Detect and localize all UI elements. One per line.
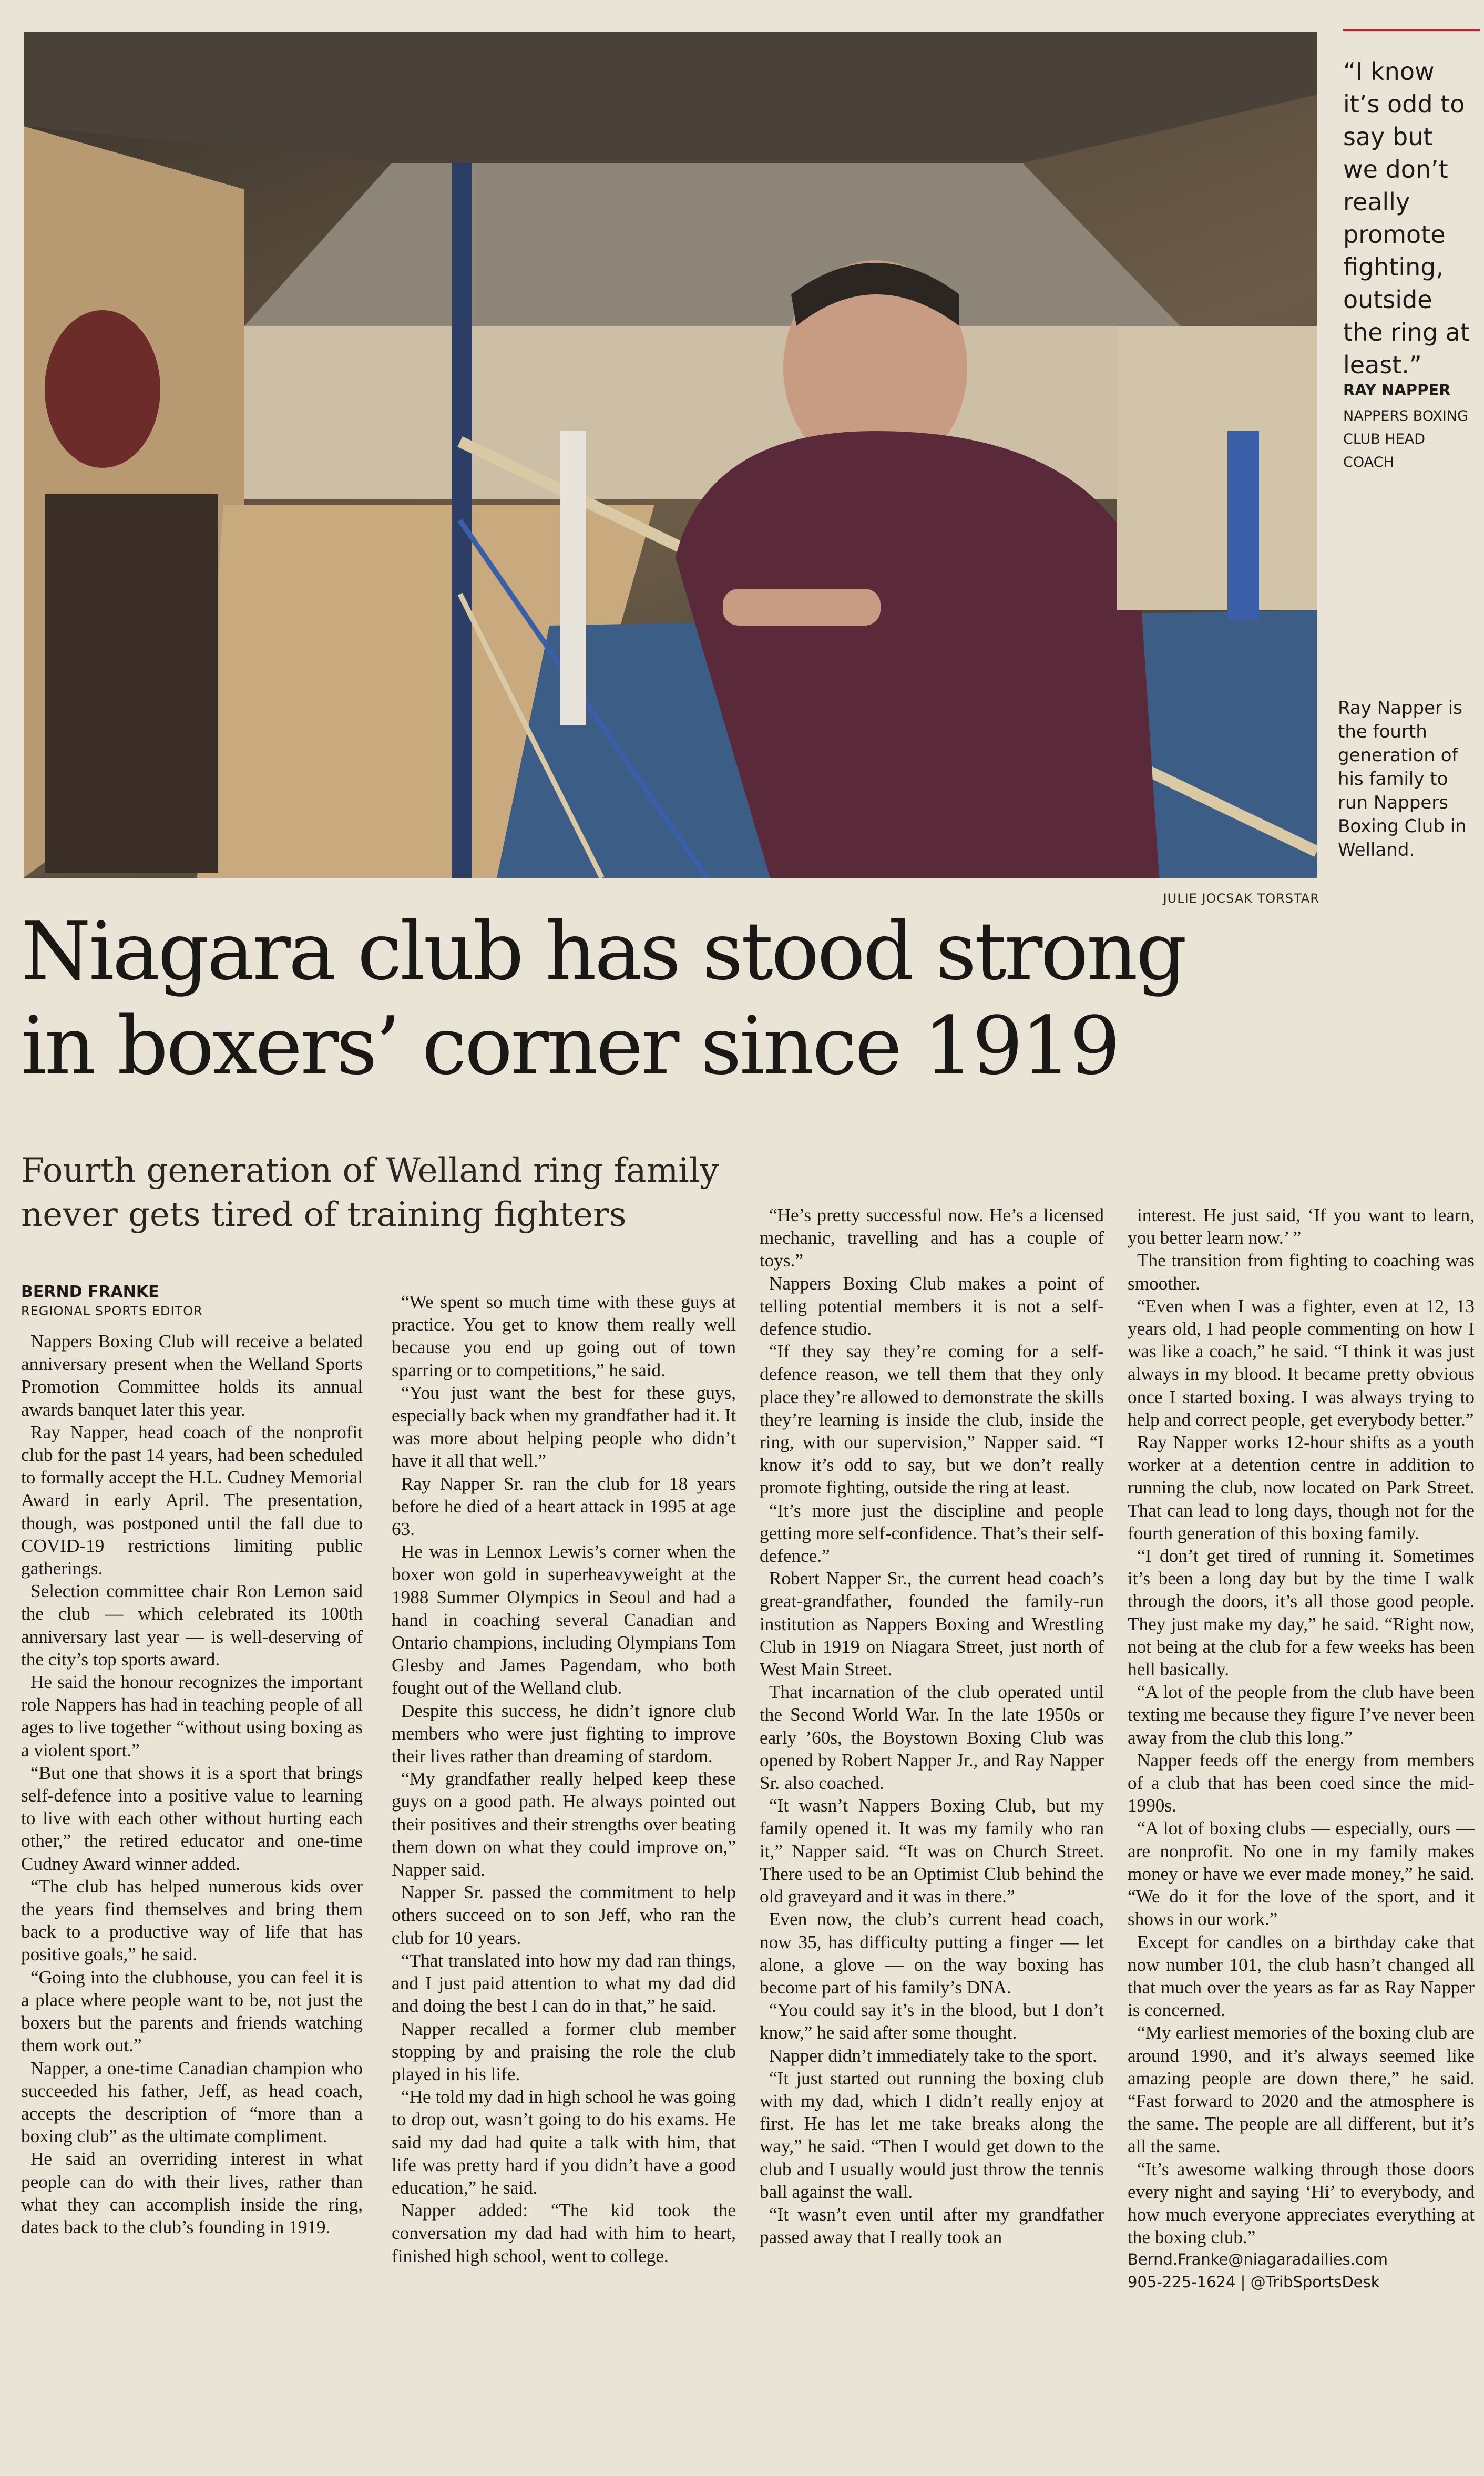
paragraph: Napper, a one-time Canadian champion who succeeded his father, Jeff, as head coach, accepts the description of “more than a boxing club” as the ultimate compliment.	[21, 2058, 363, 2147]
article-column-2	[392, 1291, 736, 2267]
paragraph: He said the honour recognizes the important role Nappers has had in teaching people of all ages to live together “without using boxing as a violent sport.”	[21, 1672, 363, 1761]
paragraph: “It wasn’t Nappers Boxing Club, but my family opened it. It was my family who ran it,” Napper said. “It was on Church Street. There used to be an Optimist Club behind the old graveyard and it was in there.”	[760, 1795, 1104, 1907]
paragraph: “You just want the best for these guys, especially back when my grandfather had it. It was more about helping people who didn’t have it all that well.”	[392, 1382, 736, 1471]
subheadline: Fourth generation of Welland ring family never gets tired of training fighters	[21, 1151, 719, 1234]
paragraph: Nappers Boxing Club makes a point of telling potential members it is not a self-defence studio.	[760, 1273, 1104, 1339]
photo-caption: Ray Napper is the fourth generation of his family to run Nappers Boxing Club in Welland.	[1338, 698, 1467, 861]
article-column-1	[21, 1330, 363, 2238]
paragraph: Napper recalled a former club member stopping by and praising the role the club played in his life.	[392, 2018, 736, 2084]
paragraph: Robert Napper Sr., the current head coach’s great-grandfather, founded the family-run institution as Nappers Boxing and Wrestling Club in 1919 on Niagara Street, just north of West Main Street.	[760, 1568, 1104, 1680]
sidebar-accent-rule	[1343, 29, 1480, 31]
paragraph: “Going into the clubhouse, you can feel it is a place where people want to be, not just the boxers but the parents and friends watching them work out.”	[21, 1967, 363, 2056]
paragraph: “Even when I was a fighter, even at 12, 13 years old, I had people commenting on how I was like a coach,” he said. “I think it was just always in my blood. It became pretty obvious once I started boxing. I was always trying to help and correct people, get everybody better.”	[1128, 1295, 1475, 1430]
paragraph: Despite this success, he didn’t ignore club members who were just fighting to improve their lives rather than dreaming of stardom.	[392, 1700, 736, 1767]
paragraph: Except for candles on a birthday cake that now number 101, the club hasn’t changed all that much over the years as far as Ray Napper is concerned.	[1128, 1931, 1475, 2021]
paragraph: Nappers Boxing Club will receive a belated anniversary present when the Welland Sports Promotion Committee holds its annual awards banquet later this year.	[21, 1331, 363, 1420]
paragraph: “He’s pretty successful now. He’s a licensed mechanic, travelling and has a couple of toys.”	[760, 1205, 1104, 1271]
paragraph: Napper didn’t immediately take to the sport.	[769, 2045, 1097, 2066]
gym-photo-illustration	[24, 32, 1317, 878]
paragraph: Selection committee chair Ron Lemon said the club — which celebrated its 100th anniversary last year — is well-deserving of the city’s top sports award.	[21, 1581, 363, 1670]
paragraph: “If they say they’re coming for a self-defence reason, we tell them that they only place they’re allowed to demonstrate the skills they’re learning is inside the club, inside the ring, with our supervision,” Napper said. “I know it’s odd to say, but we don’t really promote fighting, outside the ring at least.	[760, 1341, 1104, 1498]
paragraph: “I don’t get tired of running it. Sometimes it’s been a long day but by the time I walk through the doors, it’s all those good people. They just make my day,” he said. “Right now, not being at the club for a few weeks has been hell basically.	[1128, 1546, 1475, 1680]
headline: Niagara club has stood strong in boxers’ corner since 1919	[21, 905, 1185, 1092]
article-column-3	[760, 1204, 1104, 2248]
byline-role: REGIONAL SPORTS EDITOR	[21, 1304, 203, 1318]
paragraph: Ray Napper, head coach of the nonprofit club for the past 14 years, had been scheduled to formally accept the H.L. Cudney Memorial Award in early April. The presentation, though, was postponed until the fall due to COVID-19 restrictions limiting public gatherings.	[21, 1421, 363, 1579]
author-phone-social: 905-225-1624 | @TribSportsDesk	[1128, 2273, 1380, 2291]
paragraph: Napper Sr. passed the commitment to help others succeed on to son Jeff, who ran the club for 10 years.	[392, 1882, 736, 1948]
paragraph: “A lot of the people from the club have been texting me because they figure I’ve never been away from the club this long.”	[1128, 1682, 1475, 1748]
article-photo	[24, 32, 1317, 878]
paragraph: He was in Lennox Lewis’s corner when the boxer won gold in superheavyweight at the 1988 Summer Olympics in Seoul and had a hand in coaching several Canadian and Ontario champions, including Olympians Tom Glesby and James Pagendam, who both fought out of the Welland club.	[392, 1541, 736, 1699]
author-email[interactable]: Bernd.Franke@niagaradailies.com	[1128, 2250, 1388, 2269]
paragraph: “It wasn’t even until after my grandfather passed away that I really took an	[760, 2204, 1104, 2248]
pull-quote-role: NAPPERS BOXING CLUB HEAD COACH	[1343, 408, 1468, 470]
paragraph: “But one that shows it is a sport that brings self-defence into a positive value to learning to live with each other without hurting each other,” the retired educator and one-time Cudney Award winner added.	[21, 1762, 363, 1874]
paragraph: Ray Napper Sr. ran the club for 18 years before he died of a heart attack in 1995 at age 63.	[392, 1473, 736, 1540]
byline: BERND FRANKE	[21, 1283, 159, 1301]
paragraph: “My grandfather really helped keep these guys on a good path. He always pointed out their positives and their strengths over beating them down on what they could improve on,” Napper said.	[392, 1768, 736, 1880]
paragraph: “You could say it’s in the blood, but I don’t know,” he said after some thought.	[760, 2000, 1104, 2043]
photo-credit: JULIE JOCSAK TORSTAR	[1163, 891, 1319, 906]
paragraph: He said an overriding interest in what people can do with their lives, rather than what they can accomplish inside the ring, dates back to the club’s founding in 1919.	[21, 2148, 363, 2237]
paragraph: “A lot of boxing clubs — especially, ours — are nonprofit. No one in my family makes money or have we ever made money,” he said. “We do it for the love of the sport, and it shows in our work.”	[1128, 1818, 1475, 1930]
paragraph: “That translated into how my dad ran things, and I just paid attention to what my dad did and doing the best I can do in that,” he said.	[392, 1950, 736, 2017]
paragraph: “It’s awesome walking through those doors every night and saying ‘Hi’ to everybody, and how much everyone appreciates everything at the boxing club.”	[1128, 2158, 1475, 2248]
paragraph: “The club has helped numerous kids over the years find themselves and bring them back to a productive way of life that has positive goals,” he said.	[21, 1876, 363, 1965]
paragraph: “He told my dad in high school he was going to drop out, wasn’t going to do his exams. He said my dad had quite a talk with him, that life was pretty hard if you didn’t have a good education,” he said.	[392, 2086, 736, 2198]
article-column-4	[1128, 1204, 1475, 2294]
paragraph: “My earliest memories of the boxing club are around 1990, and it’s always seemed like amazing people are down there,” he said. “Fast forward to 2020 and the atmosphere is the same. The people are all different, but it’s all the same.	[1128, 2022, 1475, 2157]
paragraph: Even now, the club’s current head coach, now 35, has difficulty putting a finger — let alone, a glove — on the way boxing has become part of his family’s DNA.	[760, 1909, 1104, 1998]
paragraph: The transition from fighting to coaching was smoother.	[1128, 1250, 1475, 1294]
paragraph: Napper added: “The kid took the conversation my dad had with him to heart, finished high school, went to college.	[392, 2200, 736, 2266]
paragraph: “It’s more just the discipline and people getting more self-confidence. That’s their self-defence.”	[760, 1500, 1104, 1567]
paragraph: That incarnation of the club operated until the Second World War. In the late 1950s or early ’60s, the Boystown Boxing Club was opened by Robert Napper Jr., and Ray Napper Sr. also coached.	[760, 1682, 1104, 1794]
paragraph: “It just started out running the boxing club with my dad, which I didn’t really enjoy at first. He has let me take breaks along the way,” he said. “Then I would get down to the club and I usually would just throw the tennis ball against the wall.	[760, 2068, 1104, 2202]
paragraph: “We spent so much time with these guys at practice. You get to know them really well because you end up going out of town sparring or to competitions,” he said.	[392, 1292, 736, 1380]
paragraph: Napper feeds off the energy from members of a club that has been coed since the mid-1990s.	[1128, 1749, 1475, 1816]
pull-quote: “I know it’s odd to say but we don’t really promote fighting, outside the ring at least.”	[1343, 57, 1470, 379]
pull-quote-name: RAY NAPPER	[1343, 381, 1451, 399]
paragraph: interest. He just said, ‘If you want to learn, you better learn now.’ ”	[1128, 1205, 1475, 1249]
paragraph: Ray Napper works 12-hour shifts as a youth worker at a detention centre in addition to running the club, now located on Park Street. That can lead to long days, though not for the fourth generation of this boxing family.	[1128, 1432, 1475, 1543]
